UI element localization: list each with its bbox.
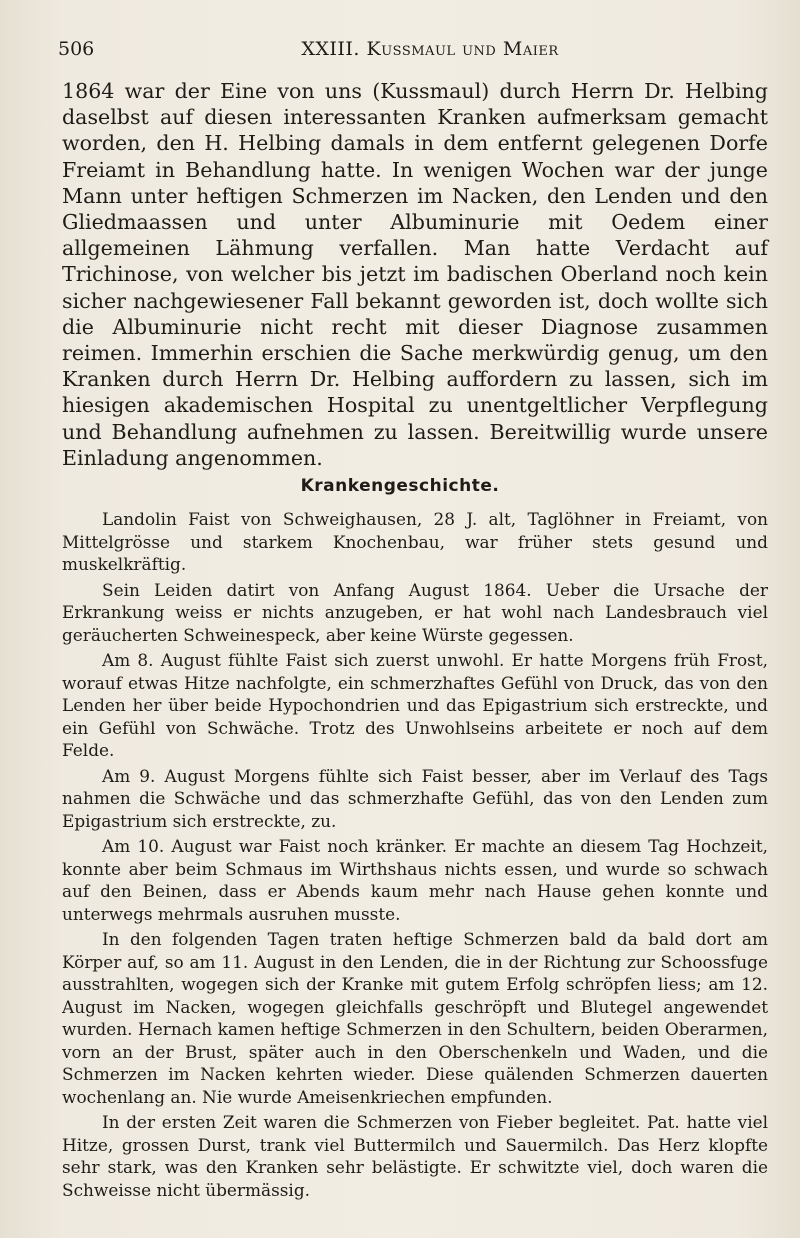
page-number: 506 (58, 38, 95, 60)
case-paragraph: In den folgenden Tagen traten heftige Schmerzen bald da bald dort am Körper auf, so am 11. August in den Lenden, die in der Richtung zur Schoossfuge ausstrahlten, wogegen sich der Kranke mit gutem Erfolg schröpfen liess; am 12. August im Nacken, wogegen gleichfalls geschröpft und Blutegel angewendet wurden. Hernach kamen heftige Schmerzen in den Schultern, beiden Oberarmen, vorn an der Brust, später auch in den Oberschenkeln und Waden, und die Schmerzen im Nacken kehrten wieder. Diese quälenden Schmerzen dauerten wochenlang an. Nie wurde Ameisenkriechen empfunden. (62, 929, 768, 1107)
intro-paragraph: 1864 war der Eine von uns (Kussmaul) durch Herrn Dr. Helbing daselbst auf diesen interessanten Kranken aufmerksam gemacht worden, den H. Helbing damals in dem entfernt gelegenen Dorfe Freiamt in Behandlung hatte. In wenigen Wochen war der junge Mann unter heftigen Schmerzen im Nacken, den Lenden und den Gliedmaassen und unter Albuminurie mit Oedem einer allgemeinen Lähmung verfallen. Man hatte Verdacht auf Trichinose, von welcher bis jetzt im badischen Oberland noch kein sicher nachgewiesener Fall bekannt geworden ist, doch wollte sich die Albuminurie nicht recht mit dieser Diagnose zusammen reimen. Immerhin erschien die Sache merkwürdig genug, um den Kranken durch Herrn Dr. Helbing auffordern zu lassen, sich im hiesigen akademischen Hospital zu unentgeltlicher Verpflegung und Behandlung aufnehmen zu lassen. Bereitwillig wurde unsere Einladung angenommen. (62, 79, 768, 470)
section-heading: Krankengeschichte. (300, 476, 500, 496)
intro-text-block (62, 78, 768, 471)
case-history-body (62, 508, 768, 1204)
case-paragraph: Am 8. August fühlte Faist sich zuerst unwohl. Er hatte Morgens früh Frost, worauf etwas Hitze nachfolgte, ein schmerzhaftes Gefühl von Druck, das von den Lenden her über beide Hypochondrien und das Epigastrium sich erstreckte, und ein Gefühl von Schwäche. Trotz des Unwohlseins arbeitete er noch auf dem Felde. (62, 650, 768, 760)
case-paragraph: Sein Leiden datirt von Anfang August 1864. Ueber die Ursache der Erkrankung weiss er nichts anzugeben, er hat wohl nach Landesbrauch viel geräucherten Schweinespeck, aber keine Würste gegessen. (62, 579, 768, 645)
case-paragraph: Am 10. August war Faist noch kränker. Er machte an diesem Tag Hochzeit, konnte aber beim Schmaus im Wirthshaus nichts essen, und wurde so schwach auf den Beinen, dass er Abends kaum mehr nach Hause gehen konnte und unterwegs mehrmals ausruhen musste. (62, 836, 768, 924)
running-head: XXIII. Kussmaul und Maier (301, 38, 559, 60)
page-header (58, 38, 732, 68)
case-paragraph: Am 9. August Morgens fühlte sich Faist besser, aber im Verlauf des Tags nahmen die Schwäche und das schmerzhafte Gefühl, das von den Lenden zum Epigastrium sich erstreckte, zu. (62, 765, 768, 831)
case-paragraph: Landolin Faist von Schweighausen, 28 J. alt, Taglöhner in Freiamt, von Mittelgrösse und starkem Knochenbau, war früher stets gesund und muskelkräftig. (62, 509, 768, 574)
case-paragraph: In der ersten Zeit waren die Schmerzen von Fieber begleitet. Pat. hatte viel Hitze, grossen Durst, trank viel Buttermilch und Sauermilch. Das Herz klopfte sehr stark, was den Kranken sehr belästigte. Er schwitzte viel, doch waren die Schweisse nicht übermässig. (62, 1112, 768, 1200)
